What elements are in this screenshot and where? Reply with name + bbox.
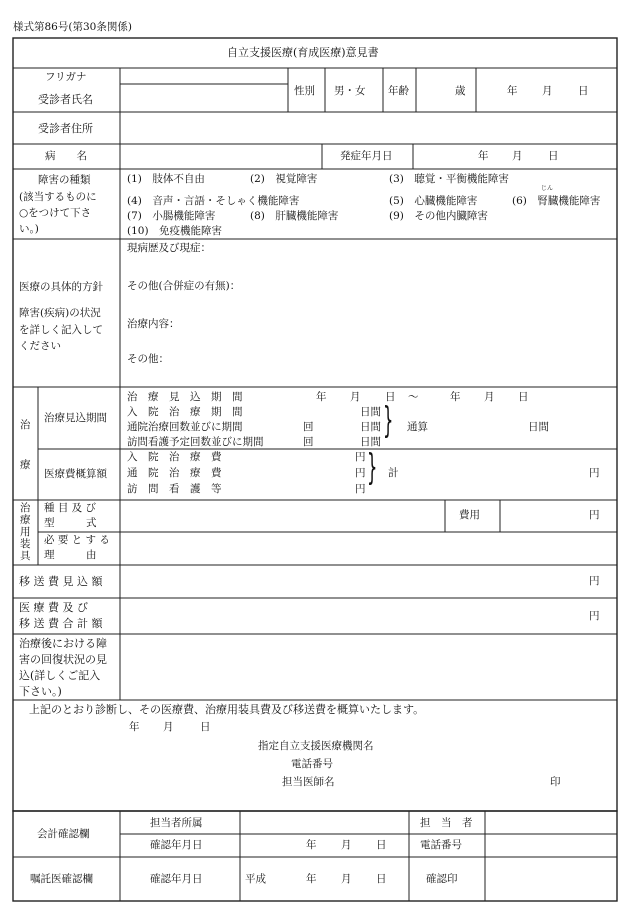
equipment-cost-label: 費用 bbox=[459, 509, 480, 521]
disability-item: (9) その他内臓障害 bbox=[389, 210, 488, 222]
declaration-day-unit: 日 bbox=[200, 721, 211, 733]
disability-item: (7) 小腸機能障害 bbox=[127, 210, 216, 222]
equipment-side-label: 装 bbox=[20, 538, 31, 550]
consultant-year-unit: 年 bbox=[306, 873, 317, 885]
recovery-label-line: 下さい。) bbox=[19, 685, 62, 698]
disability-item: (1) 肢体不自由 bbox=[127, 173, 205, 185]
disability-item: (4) 音声・言語・そしゃく機能障害 bbox=[127, 195, 300, 207]
check-day-unit: 日 bbox=[376, 839, 387, 851]
days-unit: 日間 bbox=[360, 406, 381, 418]
cost-estimate-label: 医療費概算額 bbox=[44, 468, 107, 480]
form-number: 様式第86号(第30条関係) bbox=[13, 21, 132, 33]
declaration-text: 上記のとおり診断し、その医療費、治療用装具費及び移送費を概算いたします。 bbox=[29, 703, 425, 716]
disability-item: (5) 心臓機能障害 bbox=[389, 195, 478, 207]
institution-label: 指定自立支援医療機関名 bbox=[258, 740, 374, 752]
yen-unit: 円 bbox=[355, 483, 366, 495]
era-label: 平成 bbox=[245, 873, 266, 885]
yen-unit: 円 bbox=[589, 467, 600, 479]
cost-brace: } bbox=[367, 447, 378, 488]
equipment-reason-label: 理 由 bbox=[44, 549, 97, 561]
treatment-side-label: 療 bbox=[20, 459, 31, 471]
total-days-unit: 日間 bbox=[528, 421, 549, 433]
period-row-label: 通院治療回数並びに期間 bbox=[127, 421, 243, 433]
consultant-check-label: 嘱託医確認欄 bbox=[30, 873, 93, 885]
office-phone-label: 電話番号 bbox=[420, 839, 462, 851]
period-month-unit: 月 bbox=[350, 391, 361, 403]
equipment-side-label: 具 bbox=[20, 550, 31, 562]
period-day-unit: 日 bbox=[385, 391, 396, 403]
equipment-side-label: 治 bbox=[20, 502, 31, 514]
equipment-reason-label: 必 要 と す る bbox=[44, 534, 110, 546]
disability-instruction-line: い。) bbox=[19, 223, 39, 235]
consultant-date-label: 確認年月日 bbox=[150, 873, 203, 885]
policy-label: 医療の具体的方針 bbox=[19, 281, 103, 293]
period-label: 治療見込期間 bbox=[44, 412, 107, 424]
complication-label: その他(合併症の有無)： bbox=[127, 280, 241, 292]
consultant-day-unit: 日 bbox=[376, 873, 387, 885]
yen-unit: 円 bbox=[589, 575, 600, 587]
birth-year-unit: 年 bbox=[507, 85, 518, 97]
total-period-label: 通算 bbox=[407, 421, 428, 433]
ruby-annotation: じん bbox=[541, 185, 554, 192]
cost-row-label: 通 院 治 療 費 bbox=[127, 467, 222, 479]
equipment-side-label: 療 bbox=[20, 514, 31, 526]
equipment-side-label: 用 bbox=[20, 526, 31, 538]
times-unit: 回 bbox=[303, 421, 314, 433]
check-date-label: 確認年月日 bbox=[150, 839, 203, 851]
treatment-side-label: 治 bbox=[20, 419, 31, 431]
yen-unit: 円 bbox=[589, 509, 600, 521]
address-label: 受診者住所 bbox=[38, 122, 93, 135]
equipment-type-label: 種 目 及 び bbox=[44, 502, 97, 514]
days-unit: 日間 bbox=[360, 436, 381, 448]
history-label: 現病歴及び現症： bbox=[127, 242, 211, 254]
policy-other-label: その他： bbox=[127, 353, 169, 365]
disability-item: (3) 聴覚・平衡機能障害 bbox=[389, 173, 509, 185]
confirm-seal-label: 確認印 bbox=[426, 873, 458, 885]
patient-name-label: 受診者氏名 bbox=[38, 93, 93, 106]
disability-instruction-line: (該当するものに bbox=[19, 191, 97, 203]
total-cost-label: 移 送 費 合 計 額 bbox=[19, 617, 103, 630]
disability-item: (8) 肝臓機能障害 bbox=[250, 210, 339, 222]
period-year-unit: 年 bbox=[450, 391, 461, 403]
condition-label-line: 障害(疾病)の状況 bbox=[19, 307, 101, 319]
declaration-year-unit: 年 bbox=[129, 721, 140, 733]
days-unit: 日間 bbox=[360, 421, 381, 433]
treatment-content-label: 治療内容： bbox=[127, 318, 180, 330]
disability-item: (2) 視覚障害 bbox=[250, 173, 318, 185]
period-tilde: 〜 bbox=[408, 391, 419, 403]
accounting-check-label: 会計確認欄 bbox=[37, 828, 90, 840]
period-day-unit: 日 bbox=[518, 391, 529, 403]
birth-day-unit: 日 bbox=[578, 85, 589, 97]
seal-mark: 印 bbox=[550, 776, 561, 788]
age-label: 年齢 bbox=[388, 85, 409, 97]
institution-phone-label: 電話番号 bbox=[291, 758, 333, 770]
check-year-unit: 年 bbox=[306, 839, 317, 851]
age-unit: 歳 bbox=[455, 85, 466, 97]
doctor-label: 担当医師名 bbox=[282, 776, 335, 788]
staff-person-label: 担 当 者 bbox=[420, 817, 473, 829]
total-cost-label: 医 療 費 及 び bbox=[19, 601, 88, 614]
recovery-label-line: 込(詳しくご記入 bbox=[19, 669, 101, 682]
check-month-unit: 月 bbox=[341, 839, 352, 851]
disability-item: (10) 免疫機能障害 bbox=[127, 225, 223, 237]
disability-instruction-line: ○をつけて下さ bbox=[19, 207, 92, 219]
times-unit: 回 bbox=[303, 436, 314, 448]
sex-options: 男・女 bbox=[334, 85, 366, 97]
cost-row-label: 訪 問 看 護 等 bbox=[127, 483, 222, 495]
declaration-month-unit: 月 bbox=[163, 721, 174, 733]
condition-label-line: を詳しく記入して bbox=[19, 324, 103, 336]
sex-label: 性別 bbox=[294, 85, 315, 97]
condition-label-line: ください bbox=[19, 340, 61, 352]
furigana-label: フリガナ bbox=[45, 71, 87, 83]
yen-unit: 円 bbox=[355, 467, 366, 479]
cost-row-label: 入 院 治 療 費 bbox=[127, 451, 222, 463]
disability-label: 障害の種類 bbox=[38, 174, 91, 186]
period-year-unit: 年 bbox=[316, 391, 327, 403]
yen-unit: 円 bbox=[355, 451, 366, 463]
onset-month-unit: 月 bbox=[512, 150, 523, 162]
period-row-label: 入 院 治 療 期 間 bbox=[127, 406, 243, 418]
period-month-unit: 月 bbox=[484, 391, 495, 403]
period-row-label: 治 療 見 込 期 間 bbox=[127, 391, 243, 403]
recovery-label-line: 治療後における障 bbox=[19, 637, 107, 650]
onset-year-unit: 年 bbox=[478, 150, 489, 162]
transport-label: 移 送 費 見 込 額 bbox=[19, 575, 103, 588]
staff-dept-label: 担当者所属 bbox=[150, 817, 203, 829]
disability-item: (6) 腎臓機能障害 bbox=[512, 195, 601, 207]
recovery-label-line: 害の回復状況の見 bbox=[19, 653, 107, 666]
equipment-type-label: 型 式 bbox=[44, 517, 97, 529]
period-brace: } bbox=[383, 400, 394, 441]
yen-unit: 円 bbox=[589, 610, 600, 622]
onset-label: 発症年月日 bbox=[340, 150, 393, 162]
consultant-month-unit: 月 bbox=[341, 873, 352, 885]
cost-sum-label: 計 bbox=[388, 467, 399, 479]
form-title: 自立支援医療(育成医療)意見書 bbox=[227, 46, 379, 59]
birth-month-unit: 月 bbox=[542, 85, 553, 97]
period-row-label: 訪問看護予定回数並びに期間 bbox=[127, 436, 264, 448]
disease-label: 病 名 bbox=[45, 150, 87, 162]
onset-day-unit: 日 bbox=[548, 150, 559, 162]
